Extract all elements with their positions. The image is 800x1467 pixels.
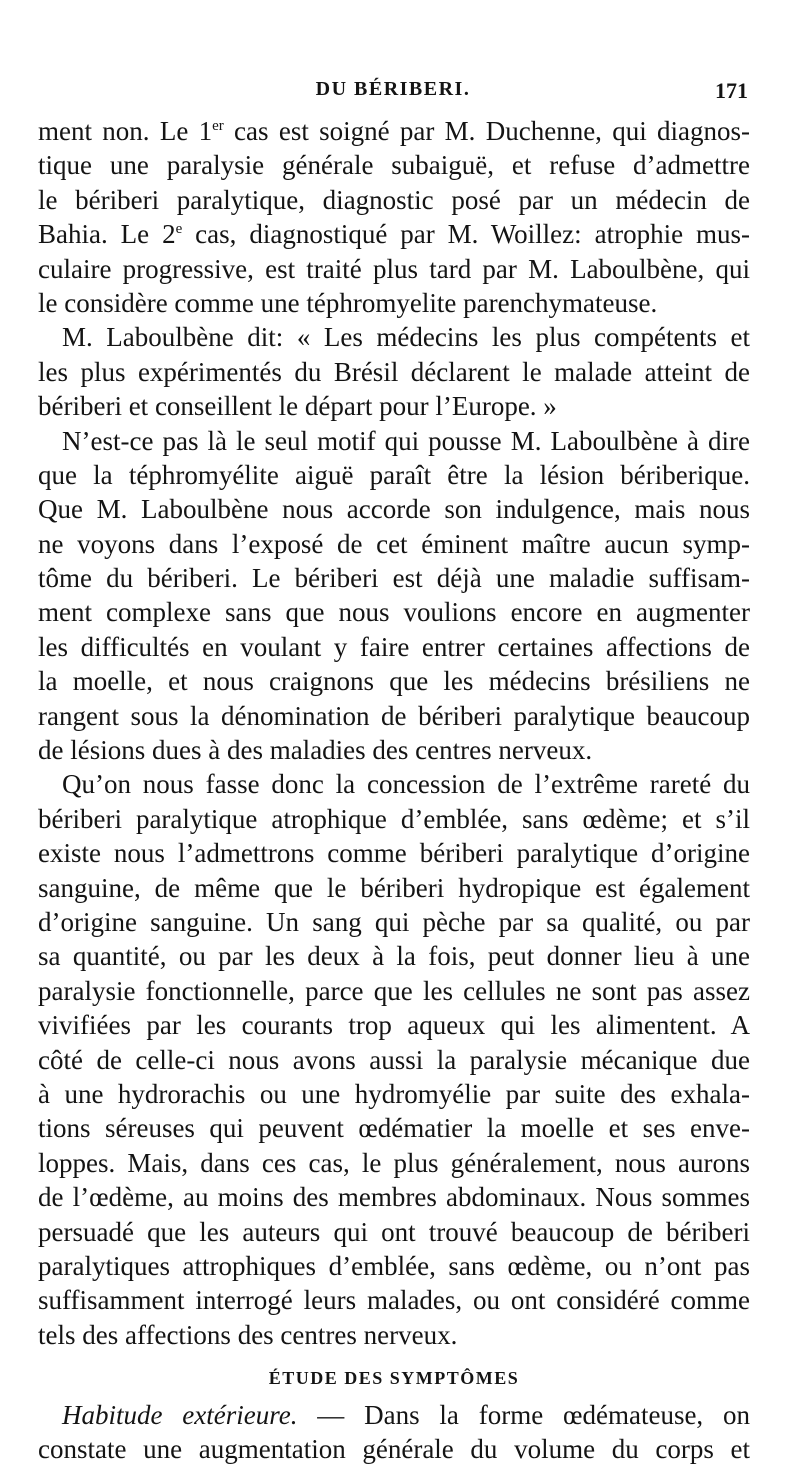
text-line: loppes. Mais, dans ces cas, le plus généralement, nous aurons	[38, 1147, 750, 1178]
text-line: culaire progressive, est traité plus tard par M. Laboulbène, qui	[38, 253, 750, 284]
text-line: le considère comme une téphromyelite parenchymateuse.	[38, 287, 658, 318]
text-line: de lésions dues à des maladies des centres nerveux.	[38, 735, 593, 766]
text-line: ment complexe sans que nous voulions encore en augmenter	[38, 597, 750, 628]
text-line: rangent sous la dénomination de bériberi paralytique beaucoup	[38, 700, 750, 731]
text-line: M. Laboulbène dit: « Les médecins les plus compétents et	[62, 322, 750, 353]
text-line: N’est-ce pas là le seul motif qui pousse M. Laboulbène à dire	[62, 425, 750, 456]
page-number: 171	[715, 78, 748, 103]
text-line: de l’œdème, au moins des membres abdominaux. Nous sommes	[38, 1182, 750, 1213]
text-line: à une hydrorachis ou une hydromyélie par suite des exhala-	[38, 1078, 750, 1109]
text-line: Que M. Laboulbène nous accorde son indulgence, mais nous	[38, 494, 750, 525]
text-line: les difficultés en voulant y faire entrer certaines affections de	[38, 631, 750, 662]
text-line: tôme du bériberi. Le bériberi est déjà une maladie suffisam-	[38, 563, 750, 594]
text-line: paralysie fonctionnelle, parce que les cellules ne sont pas assez	[38, 975, 750, 1006]
text-line: les plus expérimentés du Brésil déclarent le malade atteint de	[38, 356, 750, 387]
running-title: DU BÉRIBERI.	[315, 78, 471, 100]
text-line: bériberi paralytique atrophique d’emblée, sans œdème; et s’il	[38, 803, 750, 834]
text-line: ne voyons dans l’exposé de cet éminent maître aucun symp-	[38, 528, 750, 559]
text-line: persuadé que les auteurs qui ont trouvé beaucoup de bériberi	[38, 1216, 750, 1247]
text-line: que la téphromyélite aiguë paraît être la lésion bériberique.	[38, 459, 750, 490]
text-line: côté de celle-ci nous avons aussi la paralysie mécanique due	[38, 1044, 750, 1075]
text-line: tels des affections des centres nerveux.	[38, 1319, 458, 1350]
text-line: Qu’on nous fasse donc la concession de l’extrême rareté du	[62, 769, 750, 800]
text-line: constate une augmentation générale du volume du corps et	[38, 1434, 750, 1465]
text-line: le bériberi paralytique, diagnostic posé par un médecin de	[38, 184, 750, 215]
text-line: la moelle, et nous craignons que les médecins brésiliens ne	[38, 666, 750, 697]
page-header	[38, 78, 748, 108]
text-line: tique une paralysie générale subaiguë, et refuse d’admettre	[38, 150, 750, 181]
text-line: tions séreuses qui peuvent œdématier la moelle et ses enve-	[38, 1113, 750, 1144]
section-heading: ÉTUDE DES SYMPTÔMES	[268, 1368, 520, 1389]
text-line: Bahia. Le 2e cas, diagnostiqué par M. Woillez: atrophie mus-	[38, 219, 750, 250]
text-line: sanguine, de même que le bériberi hydropique est également	[38, 872, 750, 903]
text-line: ment non. Le 1er cas est soigné par M. Duchenne, qui diagnos-	[38, 116, 750, 146]
text-line: bériberi et conseillent le départ pour l’Europe. »	[38, 391, 557, 422]
body-text	[38, 114, 750, 1467]
text-line: Habitude extérieure. — Dans la forme œdémateuse, on	[62, 1400, 750, 1431]
text-line: vivifiées par les courants trop aqueux qui les alimentent. A	[38, 1010, 750, 1041]
text-line: suffisamment interrogé leurs malades, ou ont considéré comme	[38, 1285, 750, 1316]
italic-subheading: Habitude extérieure.	[62, 1400, 298, 1431]
text-line: paralytiques attrophiques d’emblée, sans œdème, ou n’ont pas	[38, 1250, 750, 1281]
text-line: d’origine sanguine. Un sang qui pèche par sa qualité, ou par	[38, 906, 750, 937]
text-line: sa quantité, ou par les deux à la fois, peut donner lieu à une	[38, 941, 750, 972]
text-line: existe nous l’admettrons comme bériberi paralytique d’origine	[38, 838, 750, 869]
